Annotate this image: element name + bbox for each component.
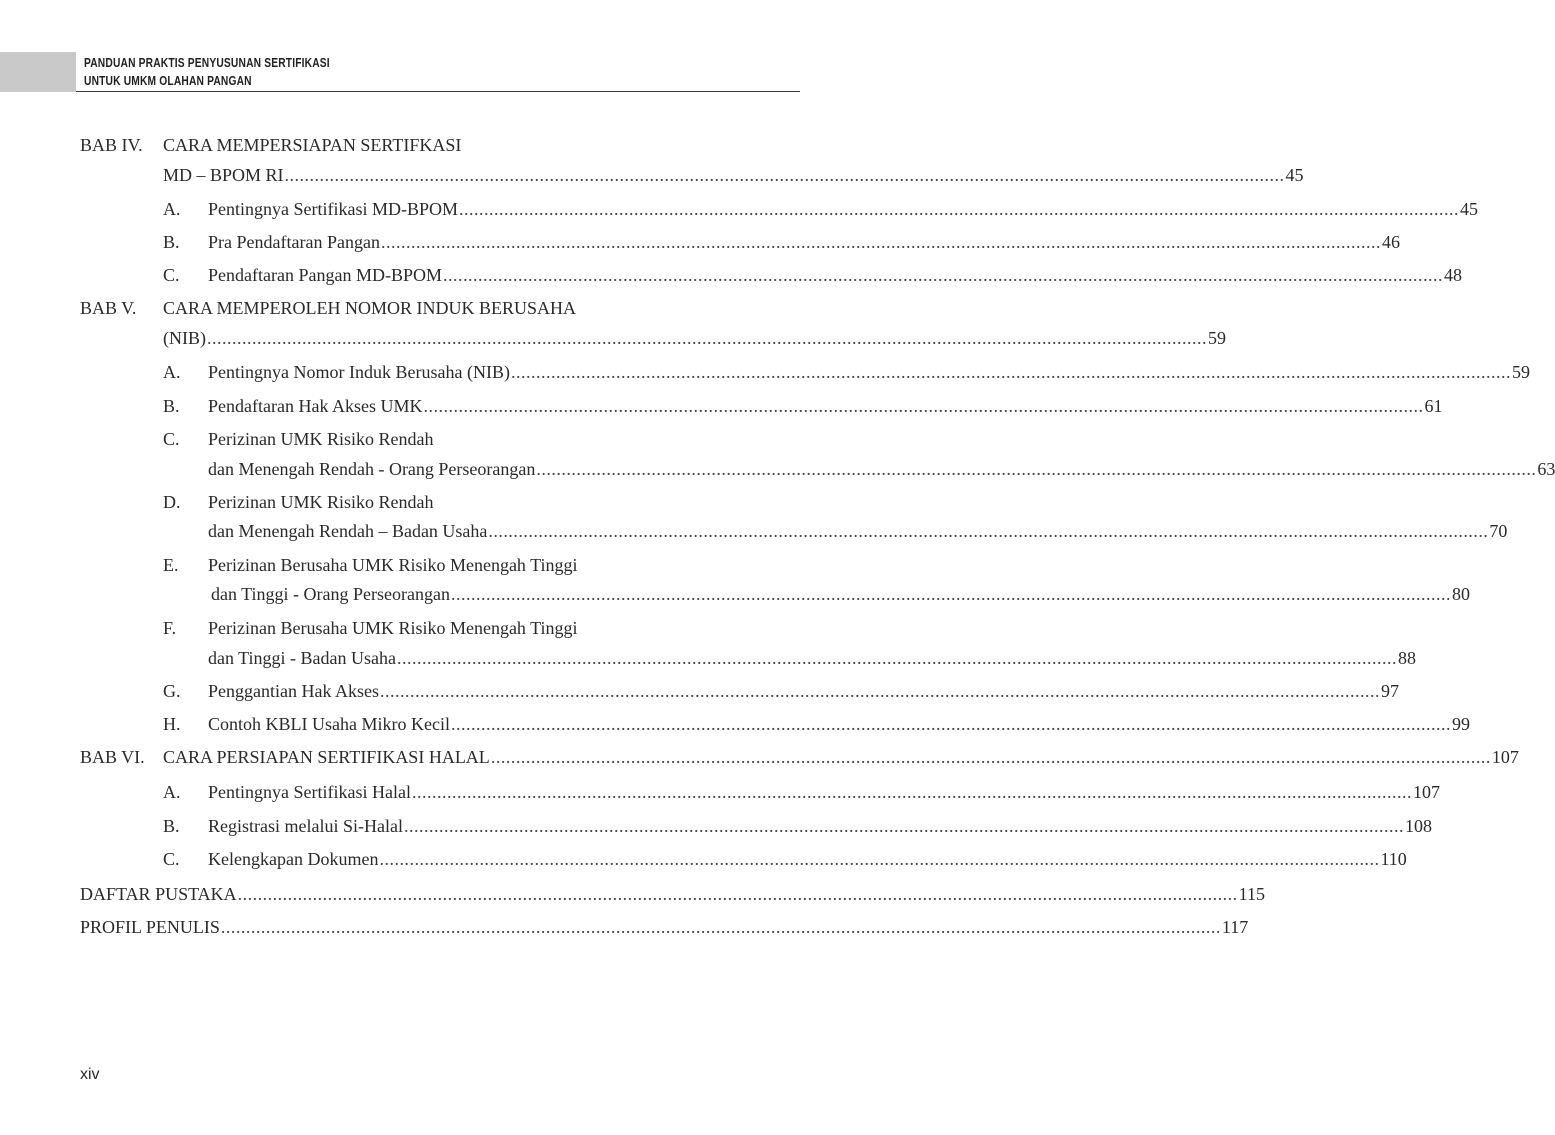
running-header — [0, 52, 800, 92]
toc-entry[interactable] — [208, 230, 1400, 254]
toc-entry-back-matter[interactable] — [80, 882, 1265, 906]
entry-label: Pendaftaran Hak Akses UMK — [208, 396, 423, 416]
page-ref: 107 — [1412, 782, 1440, 802]
item-letter: B. — [163, 816, 180, 836]
header-rule — [76, 91, 800, 92]
page-ref: 99 — [1451, 714, 1470, 734]
entry-label: Contoh KBLI Usaha Mikro Kecil — [208, 714, 450, 734]
page-number: xiv — [80, 1066, 100, 1083]
entry-label: Pentingnya Sertifikasi MD-BPOM — [208, 199, 458, 219]
item-letter: B. — [163, 396, 180, 416]
page-ref: 59 — [1208, 328, 1226, 348]
entry-label: DAFTAR PUSTAKA — [80, 884, 237, 904]
toc-entry-chapter[interactable] — [163, 326, 1226, 350]
toc-entry[interactable] — [208, 197, 1478, 221]
entry-label-line1: Perizinan Berusaha UMK Risiko Menengah Tinggi — [208, 618, 578, 638]
chapter-number: BAB IV. — [80, 135, 143, 155]
dot-leader: ........................................................................................................................................................................................................ — [490, 747, 1491, 767]
item-letter: B. — [163, 232, 180, 252]
page-ref: 61 — [1424, 396, 1443, 416]
item-letter: G. — [163, 681, 181, 701]
entry-label-line1: Perizinan Berusaha UMK Risiko Menengah Tinggi — [208, 555, 578, 575]
item-letter: A. — [163, 782, 181, 802]
page-ref: 97 — [1380, 681, 1399, 701]
page-ref: 80 — [1451, 584, 1470, 604]
item-letter: H. — [163, 714, 181, 734]
chapter-title-cont: (NIB) — [163, 328, 206, 348]
chapter-title-cont: MD – BPOM RI — [163, 165, 284, 185]
dot-leader: ........................................................................................................................................................................................................ — [403, 816, 1404, 836]
toc-entry[interactable] — [208, 847, 1407, 871]
toc-entry[interactable] — [208, 814, 1432, 838]
dot-leader: ........................................................................................................................................................................................................ — [207, 328, 1207, 348]
toc-entry-back-matter[interactable] — [80, 915, 1249, 939]
chapter-title: CARA MEMPERSIAPAN SERTIFKASI — [163, 135, 462, 155]
entry-label-line1: Perizinan UMK Risiko Rendah — [208, 492, 434, 512]
toc-entry[interactable] — [208, 519, 1508, 543]
dot-leader: ........................................................................................................................................................................................................ — [450, 714, 1451, 734]
dot-leader: ........................................................................................................................................................................................................ — [284, 165, 1285, 185]
toc-entry-chapter[interactable] — [163, 745, 1519, 769]
header-tab-block — [0, 52, 76, 92]
toc-entry[interactable] — [208, 780, 1440, 804]
item-letter: A. — [163, 362, 181, 382]
entry-label: PROFIL PENULIS — [80, 917, 220, 937]
dot-leader: ........................................................................................................................................................................................................ — [450, 584, 1451, 604]
header-title — [84, 54, 330, 90]
dot-leader: ........................................................................................................................................................................................................ — [380, 232, 1381, 252]
dot-leader: ........................................................................................................................................................................................................ — [379, 681, 1380, 701]
entry-label: Pentingnya Sertifikasi Halal — [208, 782, 411, 802]
item-letter: C. — [163, 429, 180, 449]
page-ref: 63 — [1537, 459, 1555, 479]
toc-entry[interactable] — [211, 582, 1470, 606]
entry-label: Pra Pendaftaran Pangan — [208, 232, 380, 252]
entry-label: Kelengkapan Dokumen — [208, 849, 379, 869]
dot-leader: ........................................................................................................................................................................................................ — [442, 265, 1443, 285]
chapter-title: CARA PERSIAPAN SERTIFIKASI HALAL — [163, 747, 490, 767]
item-letter: A. — [163, 199, 181, 219]
dot-leader: ........................................................................................................................................................................................................ — [459, 199, 1459, 219]
page-ref: 45 — [1285, 165, 1304, 185]
toc-entry[interactable] — [208, 679, 1399, 703]
header-title-line2: UNTUK UMKM OLAHAN PANGAN — [84, 74, 252, 88]
dot-leader: ........................................................................................................................................................................................................ — [237, 884, 1238, 904]
dot-leader: ........................................................................................................................................................................................................ — [488, 521, 1489, 541]
page-ref: 108 — [1404, 816, 1432, 836]
entry-label: Pentingnya Nomor Induk Berusaha (NIB) — [208, 362, 510, 382]
toc-entry-chapter[interactable] — [163, 163, 1304, 187]
item-letter: E. — [163, 555, 179, 575]
entry-label: Penggantian Hak Akses — [208, 681, 379, 701]
entry-label: dan Menengah Rendah – Badan Usaha — [208, 521, 488, 541]
page-ref: 46 — [1381, 232, 1400, 252]
toc-entry[interactable] — [208, 360, 1530, 384]
item-letter: C. — [163, 849, 180, 869]
item-letter: D. — [163, 492, 181, 512]
entry-label: dan Menengah Rendah - Orang Perseorangan — [208, 459, 536, 479]
dot-leader: ........................................................................................................................................................................................................ — [379, 849, 1380, 869]
page-ref: 110 — [1380, 849, 1407, 869]
chapter-title: CARA MEMPEROLEH NOMOR INDUK BERUSAHA — [163, 298, 577, 318]
chapter-number: BAB V. — [80, 298, 137, 318]
entry-label: Pendaftaran Pangan MD-BPOM — [208, 265, 442, 285]
entry-label: dan Tinggi - Orang Perseorangan — [211, 584, 450, 604]
dot-leader: ........................................................................................................................................................................................................ — [397, 648, 1397, 668]
page-ref: 115 — [1238, 884, 1265, 904]
toc-entry[interactable] — [208, 646, 1416, 670]
dot-leader: ........................................................................................................................................................................................................ — [423, 396, 1424, 416]
toc-entry[interactable] — [208, 712, 1470, 736]
header-title-line1: PANDUAN PRAKTIS PENYUSUNAN SERTIFIKASI — [84, 56, 330, 70]
toc-entry[interactable] — [208, 394, 1443, 418]
entry-label: dan Tinggi - Badan Usaha — [208, 648, 396, 668]
page-ref: 107 — [1491, 747, 1519, 767]
item-letter: C. — [163, 265, 180, 285]
page-ref: 88 — [1398, 648, 1416, 668]
chapter-number: BAB VI. — [80, 747, 145, 767]
dot-leader: ........................................................................................................................................................................................................ — [536, 459, 1537, 479]
page-ref: 117 — [1221, 917, 1249, 937]
toc-entry[interactable] — [208, 263, 1462, 287]
page-ref: 59 — [1511, 362, 1530, 382]
toc-entry[interactable] — [208, 457, 1555, 481]
dot-leader: ........................................................................................................................................................................................................ — [510, 362, 1511, 382]
item-letter: F. — [163, 618, 177, 638]
page-ref: 45 — [1460, 199, 1478, 219]
page-ref: 70 — [1489, 521, 1508, 541]
page-ref: 48 — [1443, 265, 1462, 285]
entry-label: Registrasi melalui Si-Halal — [208, 816, 403, 836]
entry-label-line1: Perizinan UMK Risiko Rendah — [208, 429, 434, 449]
dot-leader: ........................................................................................................................................................................................................ — [411, 782, 1412, 802]
dot-leader: ........................................................................................................................................................................................................ — [220, 917, 1221, 937]
